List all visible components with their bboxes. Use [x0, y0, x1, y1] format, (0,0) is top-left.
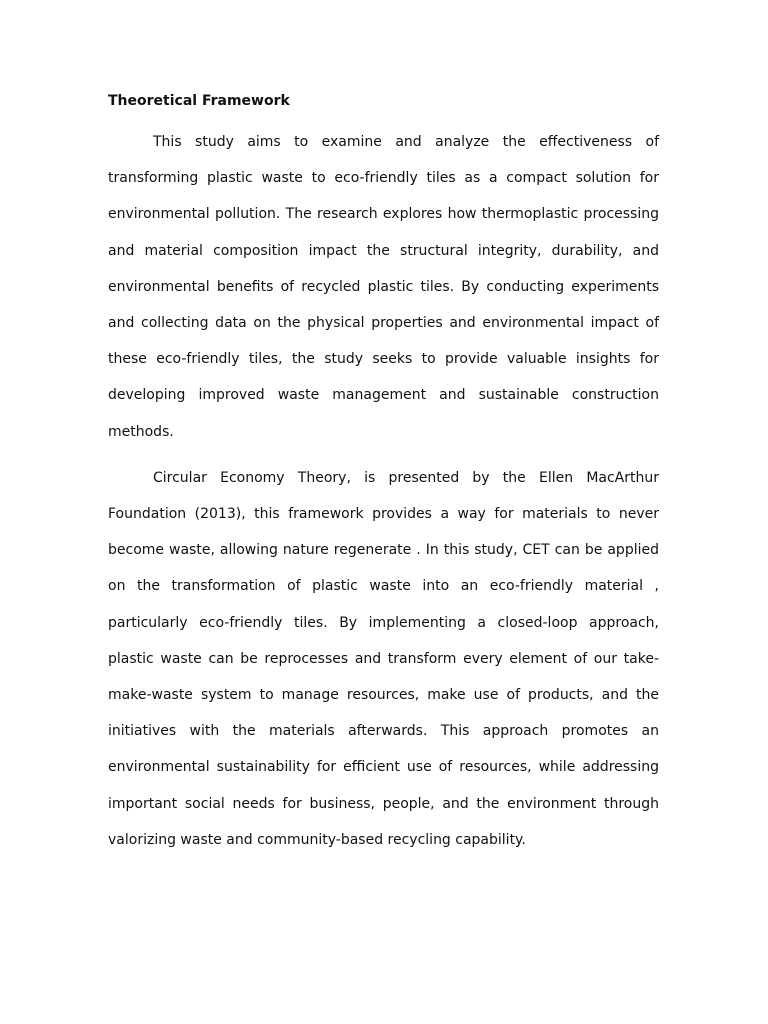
- section-heading: Theoretical Framework: [108, 93, 290, 109]
- paragraph-circular-economy: Circular Economy Theory, is presented by the Ellen MacArthur Foundation (2013), this framework provides a way for materials to never become waste, allowing nature regenerate . In this study, CET can be applied on the transformation of plastic waste into an eco-friendly material , particularly eco-friendly tiles. By implementing a closed-loop approach, plastic waste can be reprocesses and transform every element of our take-make-waste system to manage resources, make use of products, and the initiatives with the materials afterwards. This approach promotes an environmental sustainability for efficient use of resources, while addressing important social needs for business, people, and the environment through valorizing waste and community-based recycling capability.: [108, 469, 659, 848]
- document-page: [108, 88, 659, 868]
- paragraph-study-aims: This study aims to examine and analyze the effectiveness of transforming plastic waste to eco-friendly tiles as a compact solution for environmental pollution. The research explores how thermoplastic processing and material composition impact the structural integrity, durability, and environmental benefits of recycled plastic tiles. By conducting experiments and collecting data on the physical properties and environmental impact of these eco-friendly tiles, the study seeks to provide valuable insights for developing improved waste management and sustainable construction methods.: [108, 134, 659, 440]
